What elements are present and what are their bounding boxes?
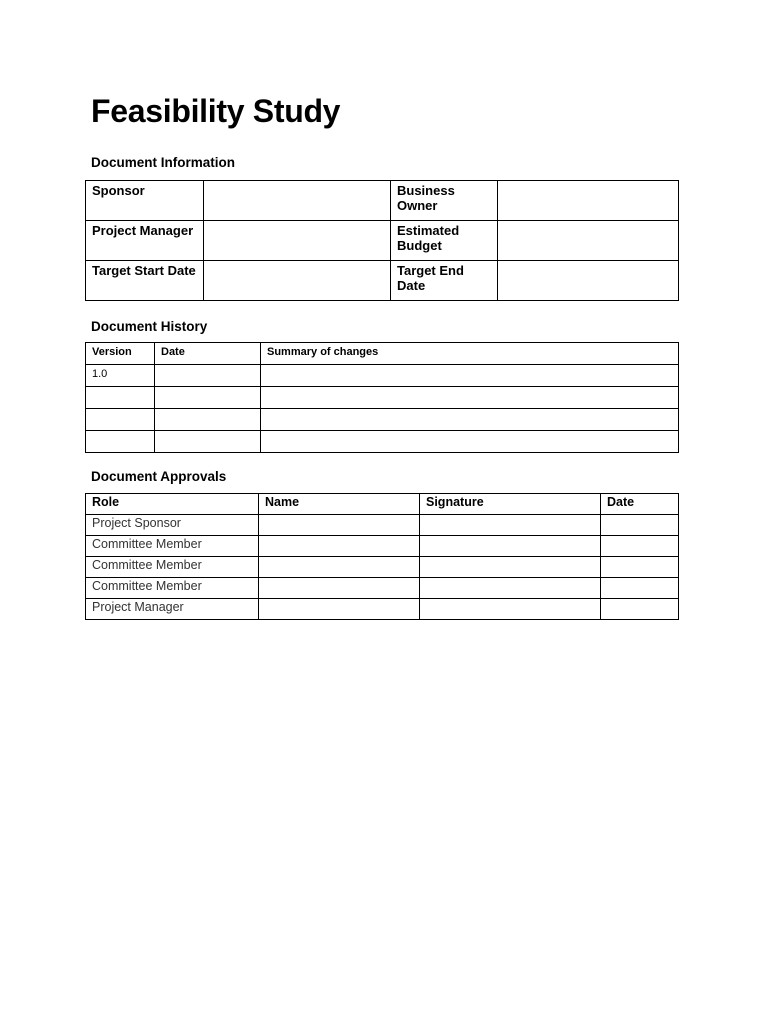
summary-cell[interactable]	[261, 409, 679, 431]
name-cell[interactable]	[259, 578, 420, 599]
target-start-date-label: Target Start Date	[86, 261, 204, 301]
column-header-role: Role	[86, 494, 259, 515]
role-cell: Project Manager	[86, 599, 259, 620]
column-header-date: Date	[601, 494, 679, 515]
column-header-summary: Summary of changes	[261, 343, 679, 365]
document-approvals-heading: Document Approvals	[91, 469, 227, 484]
document-information-table	[85, 180, 679, 301]
column-header-name: Name	[259, 494, 420, 515]
target-end-date-label: Target End Date	[391, 261, 498, 301]
estimated-budget-label: Estimated Budget	[391, 221, 498, 261]
document-approvals-table	[85, 493, 679, 620]
column-header-signature: Signature	[420, 494, 601, 515]
business-owner-label: Business Owner	[391, 181, 498, 221]
project-manager-label: Project Manager	[86, 221, 204, 261]
table-header-row	[86, 343, 679, 365]
version-cell[interactable]	[86, 431, 155, 453]
role-cell: Project Sponsor	[86, 515, 259, 536]
table-row	[86, 536, 679, 557]
table-row	[86, 221, 679, 261]
signature-cell[interactable]	[420, 599, 601, 620]
date-cell[interactable]	[155, 409, 261, 431]
name-cell[interactable]	[259, 599, 420, 620]
table-row	[86, 557, 679, 578]
table-row	[86, 261, 679, 301]
role-cell: Committee Member	[86, 578, 259, 599]
estimated-budget-field[interactable]	[498, 221, 679, 261]
target-end-date-field[interactable]	[498, 261, 679, 301]
version-cell[interactable]	[86, 409, 155, 431]
sponsor-label: Sponsor	[86, 181, 204, 221]
table-row	[86, 409, 679, 431]
signature-cell[interactable]	[420, 536, 601, 557]
document-history-heading: Document History	[91, 319, 208, 334]
table-row	[86, 578, 679, 599]
sponsor-field[interactable]	[204, 181, 391, 221]
table-row	[86, 431, 679, 453]
document-information-heading: Document Information	[91, 155, 235, 170]
table-row	[86, 365, 679, 387]
signature-cell[interactable]	[420, 515, 601, 536]
version-cell[interactable]: 1.0	[86, 365, 155, 387]
date-cell[interactable]	[155, 387, 261, 409]
signature-cell[interactable]	[420, 578, 601, 599]
business-owner-field[interactable]	[498, 181, 679, 221]
date-cell[interactable]	[155, 365, 261, 387]
table-row	[86, 515, 679, 536]
date-cell[interactable]	[601, 599, 679, 620]
role-cell: Committee Member	[86, 557, 259, 578]
name-cell[interactable]	[259, 536, 420, 557]
date-cell[interactable]	[601, 578, 679, 599]
target-start-date-field[interactable]	[204, 261, 391, 301]
summary-cell[interactable]	[261, 387, 679, 409]
table-header-row	[86, 494, 679, 515]
date-cell[interactable]	[155, 431, 261, 453]
name-cell[interactable]	[259, 557, 420, 578]
date-cell[interactable]	[601, 557, 679, 578]
table-row	[86, 599, 679, 620]
summary-cell[interactable]	[261, 365, 679, 387]
document-history-table	[85, 342, 679, 453]
date-cell[interactable]	[601, 536, 679, 557]
role-cell: Committee Member	[86, 536, 259, 557]
project-manager-field[interactable]	[204, 221, 391, 261]
version-cell[interactable]	[86, 387, 155, 409]
signature-cell[interactable]	[420, 557, 601, 578]
table-row	[86, 181, 679, 221]
column-header-date: Date	[155, 343, 261, 365]
column-header-version: Version	[86, 343, 155, 365]
date-cell[interactable]	[601, 515, 679, 536]
name-cell[interactable]	[259, 515, 420, 536]
summary-cell[interactable]	[261, 431, 679, 453]
table-row	[86, 387, 679, 409]
page-title: Feasibility Study	[91, 93, 341, 129]
